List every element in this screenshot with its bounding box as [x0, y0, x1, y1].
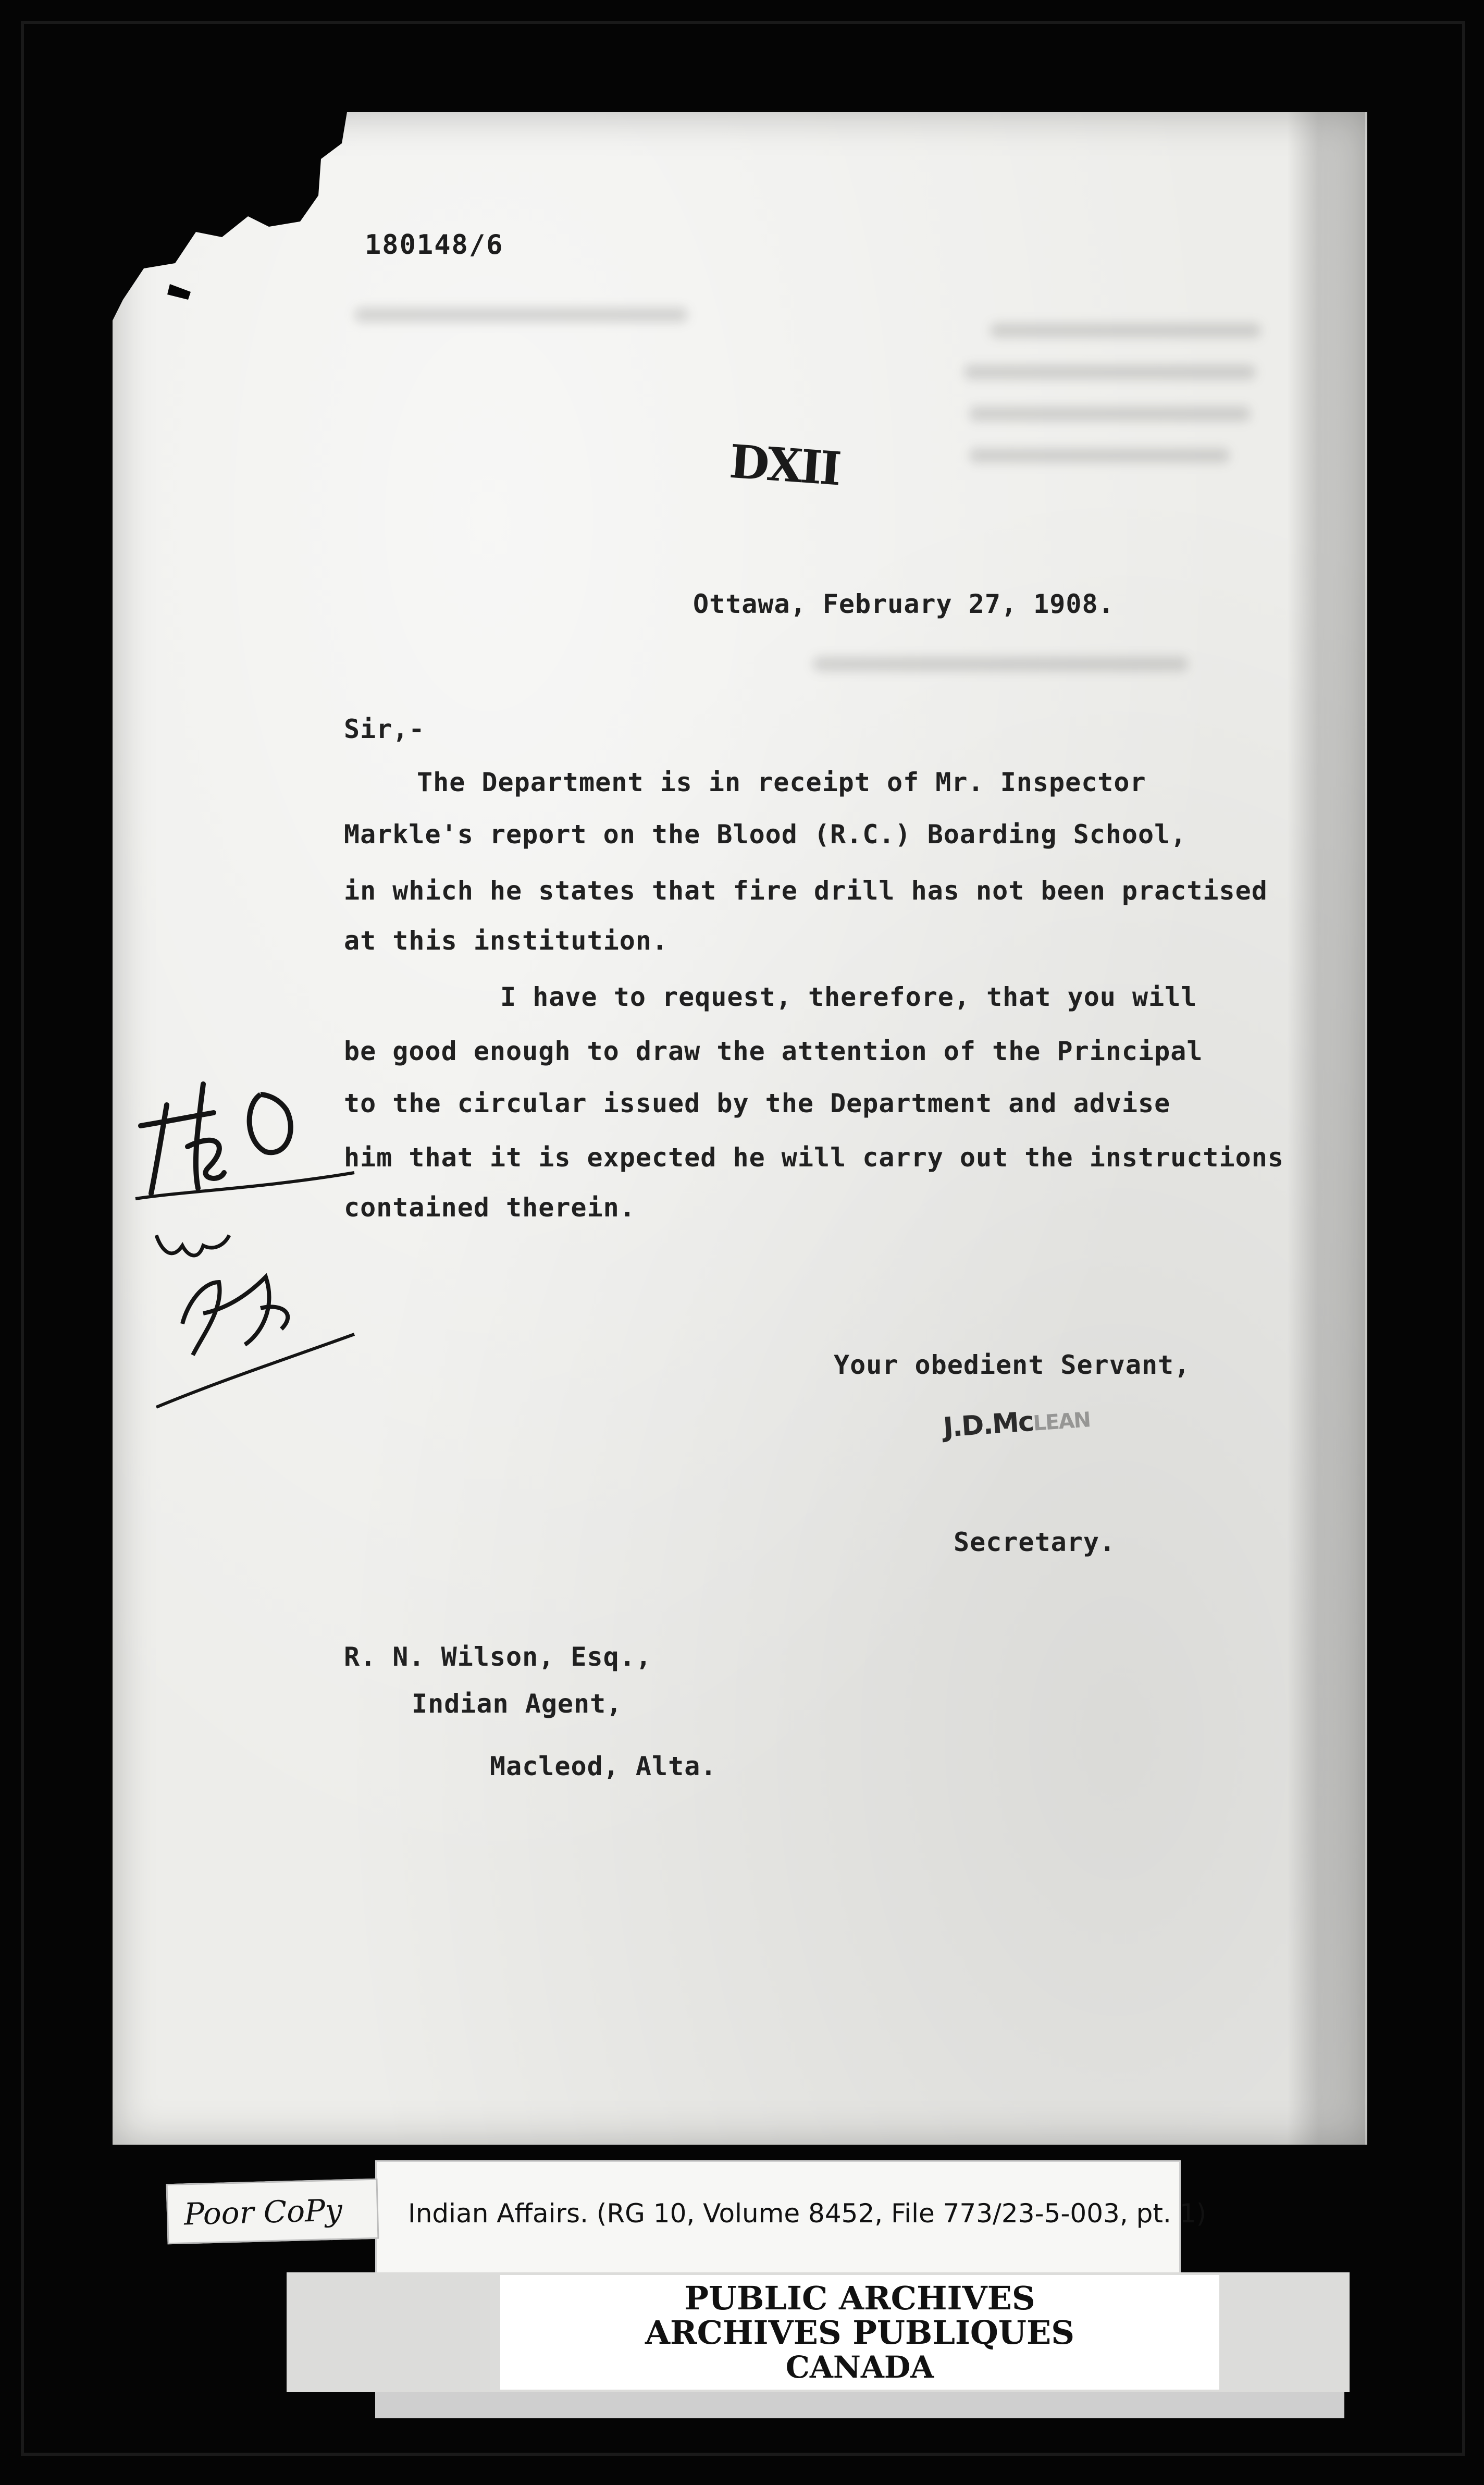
- body-line: Markle's report on the Blood (R.C.) Boarding School,: [344, 819, 1187, 850]
- handwritten-marginal-initials: [125, 1063, 375, 1418]
- bleed-through-text: [990, 323, 1261, 338]
- torn-corner-damage: [113, 112, 347, 321]
- bleed-through-text: [813, 657, 1188, 671]
- bleed-through-text: [969, 448, 1230, 463]
- body-line: contained therein.: [344, 1192, 636, 1223]
- archive-citation-text: Indian Affairs. (RG 10, Volume 8452, File 773/23-5-003, pt. 1): [408, 2198, 1207, 2229]
- body-line: I have to request, therefore, that you will: [500, 982, 1197, 1012]
- signature-stamp-initials: J.D.Mc: [942, 1406, 1034, 1444]
- body-line: to the circular issued by the Department and advise: [344, 1088, 1171, 1118]
- bottom-strip-shadow: [375, 2392, 1344, 2418]
- bleed-through-text: [969, 407, 1251, 421]
- signatory-title: Secretary.: [954, 1527, 1116, 1557]
- archives-line-3: CANADA: [785, 2349, 934, 2385]
- archives-line-1: PUBLIC ARCHIVES: [684, 2279, 1035, 2317]
- signature-stamp-rest: LEAN: [1032, 1408, 1091, 1436]
- body-line: in which he states that fire drill has not been practised: [344, 876, 1268, 906]
- sheet-edge-shadow: [1287, 112, 1365, 2145]
- addressee-name: R. N. Wilson, Esq.,: [344, 1642, 652, 1672]
- addressee-role: Indian Agent,: [412, 1689, 623, 1719]
- bleed-through-text: [354, 307, 688, 322]
- registry-stamp: DXII: [727, 434, 842, 496]
- body-line: The Department is in receipt of Mr. Inspector: [417, 767, 1146, 797]
- body-line: at this institution.: [344, 926, 669, 956]
- poor-copy-note: [166, 2179, 379, 2245]
- salutation: Sir,-: [344, 714, 425, 744]
- archive-citation-label: [375, 2160, 1207, 2278]
- body-line: him that it is expected he will carry out the instructions: [344, 1142, 1284, 1173]
- body-line: be good enough to draw the attention of the Principal: [344, 1036, 1203, 1066]
- poor-copy-text: Poor CoPy: [183, 2192, 343, 2232]
- closing: Your obedient Servant,: [834, 1350, 1191, 1380]
- bleed-through-text: [964, 365, 1256, 379]
- archives-line-2: ARCHIVES PUBLIQUES: [645, 2314, 1075, 2352]
- date-line: Ottawa, February 27, 1908.: [693, 589, 1115, 619]
- addressee-place: Macleod, Alta.: [490, 1751, 717, 1781]
- file-number: 180148/6: [365, 229, 504, 261]
- archives-stamp: [500, 2275, 1219, 2390]
